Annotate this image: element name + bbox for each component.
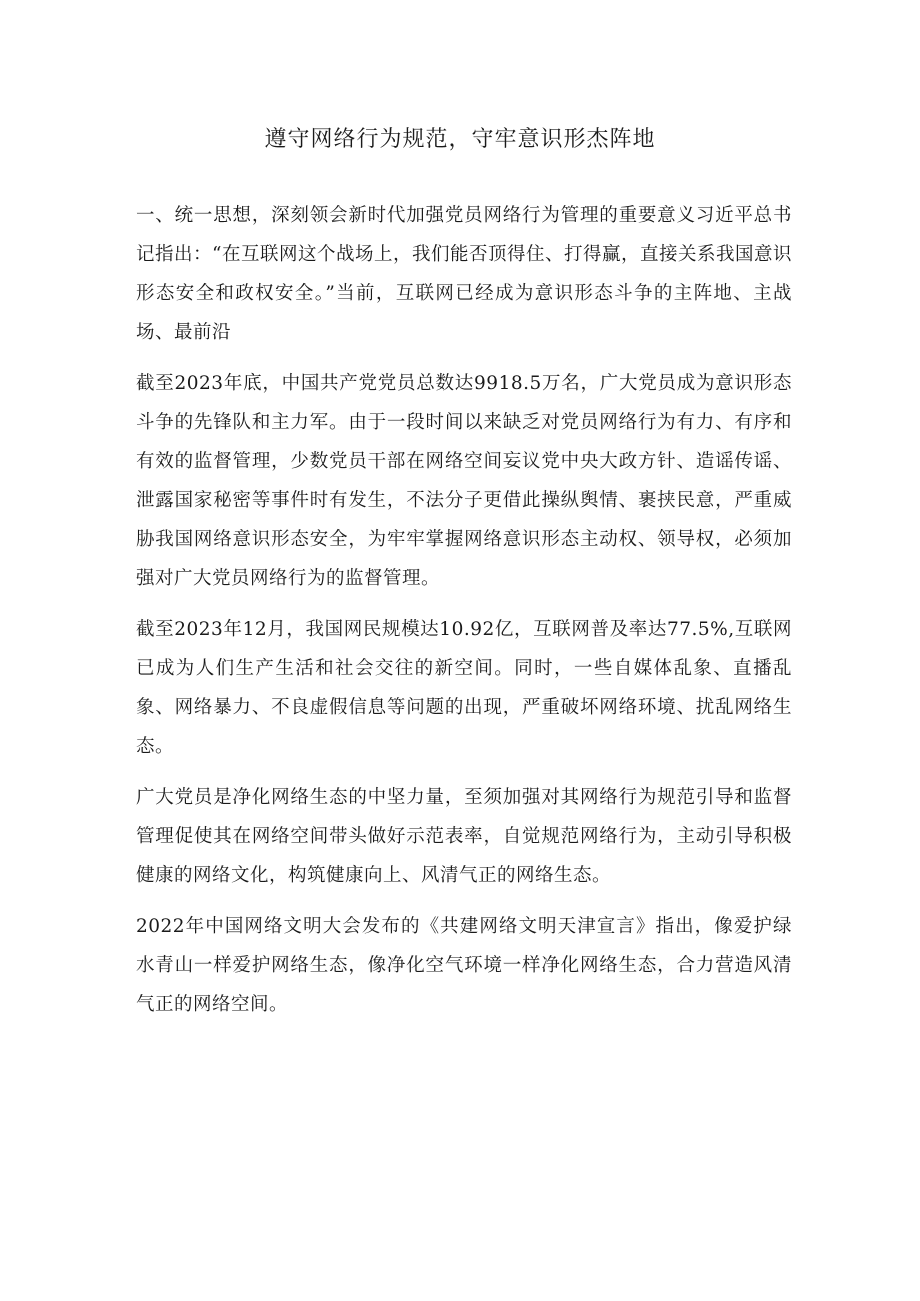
paragraph-4: 广大党员是净化网络生态的中坚力量，至须加强对其网络行为规范引导和监督管理促使其在网络空间带头做好示范表率，自觉规范网络行为，主动引导积极健康的网络文化，构筑健康向上、风清气正的网络生态。 — [136, 787, 792, 886]
paragraph-2: 截至2023年底，中国共产党党员总数达9918.5万名，广大党员成为意识形态斗争的先锋队和主力军。由于一段时间以来缺乏对党员网络行为有力、有序和有效的监督管理，少数党员干部在网络空间妄议党中央大政方针、造谣传谣、泄露国家秘密等事件时有发生，不法分子更借此操纵舆情、裹挟民意，严重威胁我国网络意识形态安全，为牢牢掌握网络意识形态主动权、领导权，必须加强对广大党员网络行为的监督管理。 — [136, 373, 792, 589]
document-body — [136, 196, 792, 1036]
paragraph-1: 一、统一思想，深刻领会新时代加强党员网络行为管理的重要意义习近平总书记指出：“在互联网这个战场上，我们能否顶得住、打得赢，直接关系我国意识形态安全和政权安全。”当前，互联网已经成为意识形态斗争的主阵地、主战场、最前沿 — [136, 205, 792, 343]
paragraph-3: 截至2023年12月，我国网民规模达10.92亿，互联网普及率达77.5%,互联网已成为人们生产生活和社会交往的新空间。同时，一些自媒体乱象、直播乱象、网络暴力、不良虚假信息等问题的出现，严重破坏网络环境、扰乱网络生态。 — [136, 619, 792, 757]
paragraph-5: 2022年中国网络文明大会发布的《共建网络文明天津宣言》指出，像爱护绿水青山一样爱护网络生态，像净化空气环境一样净化网络生态，合力营造风清气正的网络空间。 — [136, 916, 792, 1015]
document-title: 遵守网络行为规范，守牢意识形杰阵地 — [264, 127, 656, 152]
